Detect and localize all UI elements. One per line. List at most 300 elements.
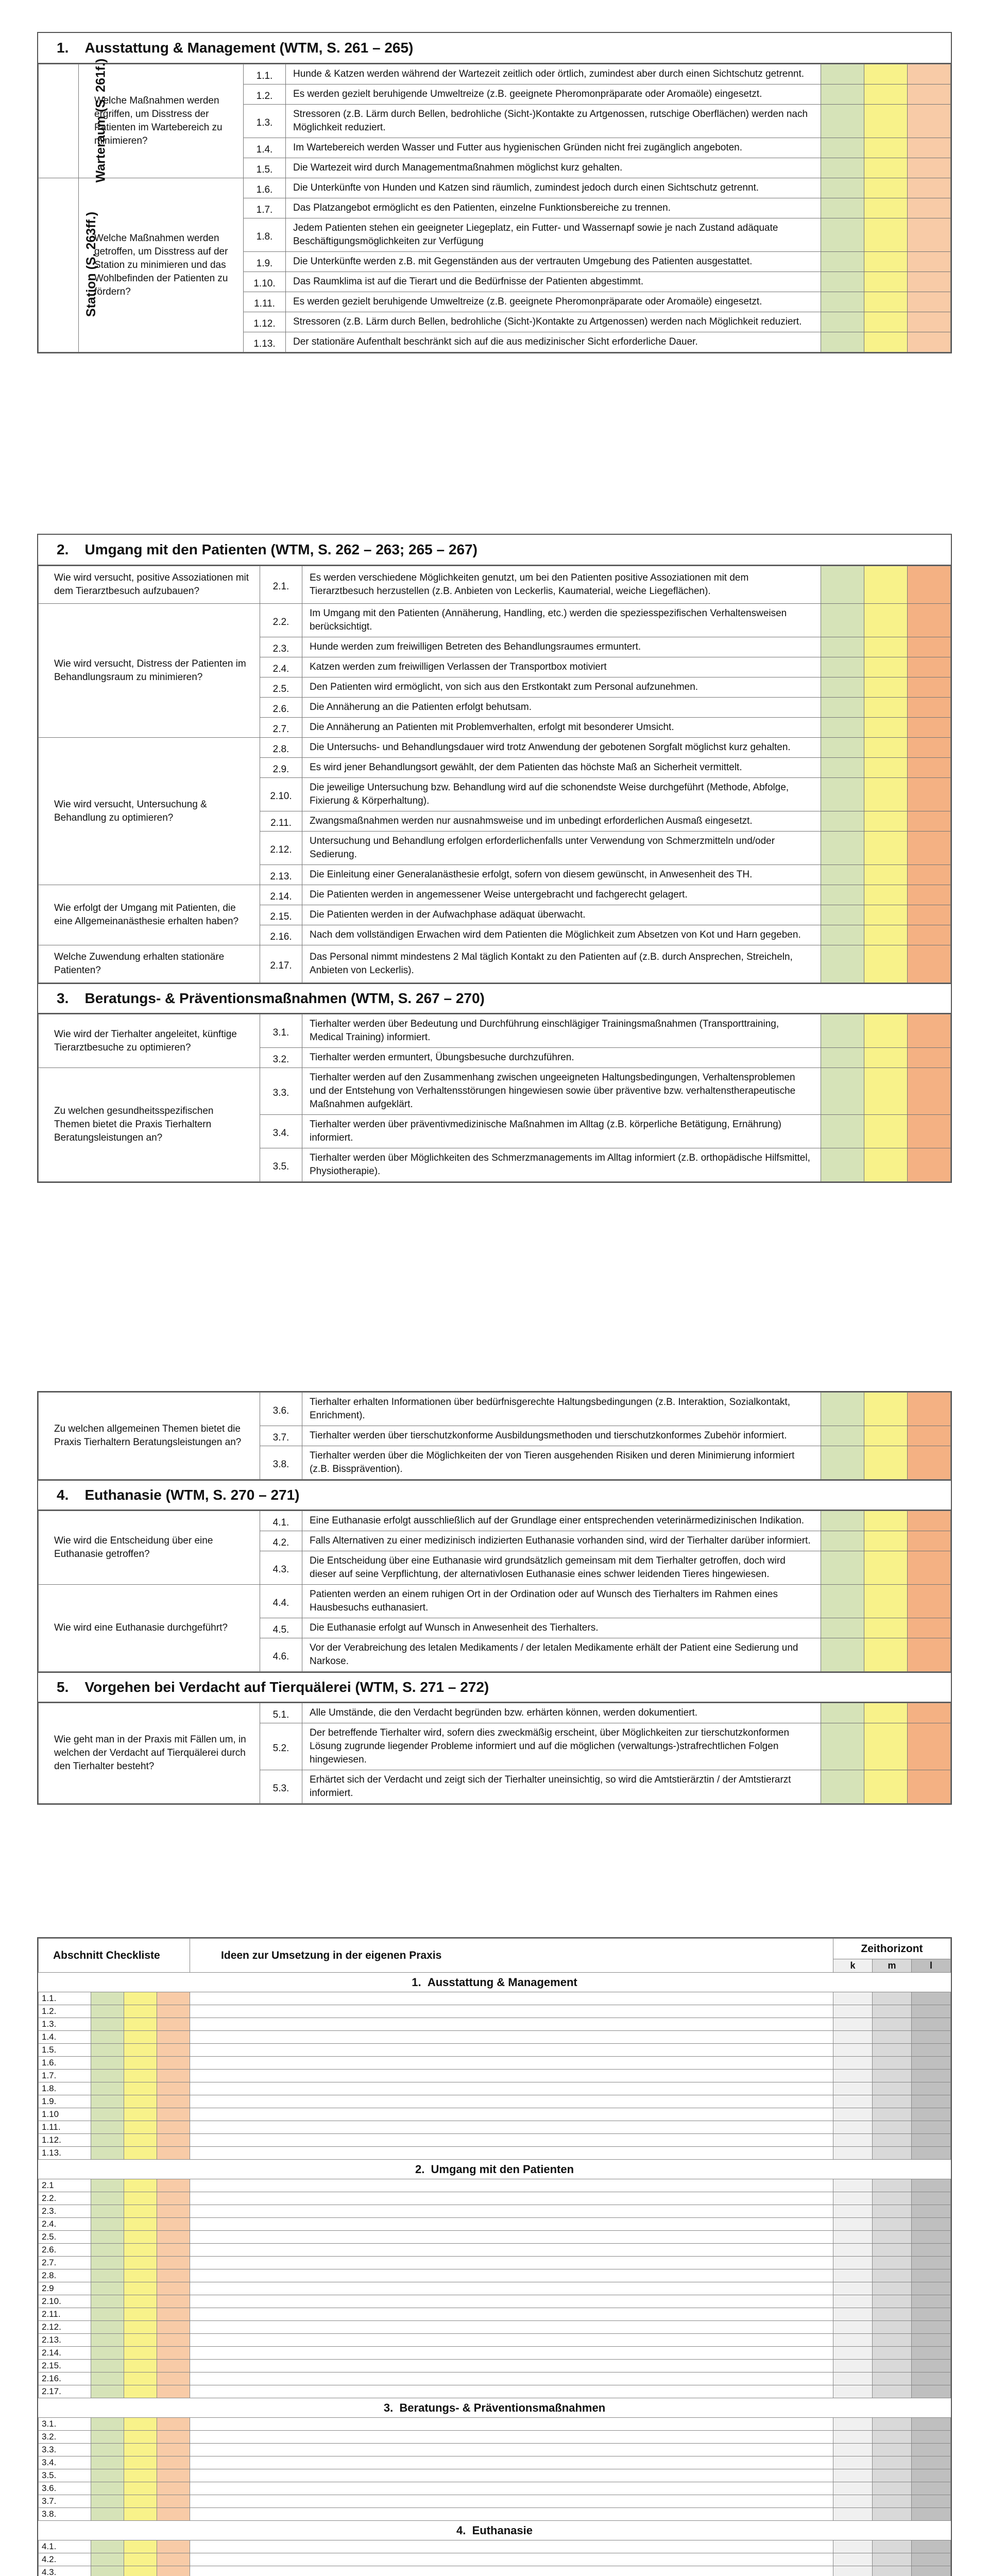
rating-yellow-cell[interactable] [864, 178, 908, 198]
planner-idea-cell[interactable] [190, 2070, 833, 2082]
planner-orange-cell[interactable] [157, 2082, 190, 2095]
planner-green-cell[interactable] [91, 2431, 124, 2444]
planner-idea-cell[interactable] [190, 2018, 833, 2031]
rating-orange-cell[interactable] [908, 657, 951, 677]
rating-orange-cell[interactable] [908, 218, 951, 252]
planner-m-cell[interactable] [872, 2218, 911, 2231]
planner-idea-cell[interactable] [190, 2540, 833, 2553]
planner-l-cell[interactable] [911, 2005, 950, 2018]
planner-m-cell[interactable] [872, 2566, 911, 2576]
planner-l-cell[interactable] [911, 2231, 950, 2244]
planner-green-cell[interactable] [91, 2044, 124, 2057]
planner-m-cell[interactable] [872, 2082, 911, 2095]
rating-yellow-cell[interactable] [864, 905, 908, 925]
rating-yellow-cell[interactable] [864, 1115, 908, 1148]
rating-orange-cell[interactable] [908, 138, 951, 158]
planner-orange-cell[interactable] [157, 2308, 190, 2321]
planner-orange-cell[interactable] [157, 2057, 190, 2070]
planner-yellow-cell[interactable] [124, 2205, 157, 2218]
planner-green-cell[interactable] [91, 2360, 124, 2372]
rating-green-cell[interactable] [821, 925, 864, 945]
planner-green-cell[interactable] [91, 2372, 124, 2385]
planner-yellow-cell[interactable] [124, 2566, 157, 2576]
planner-idea-cell[interactable] [190, 2418, 833, 2431]
planner-l-cell[interactable] [911, 2192, 950, 2205]
planner-green-cell[interactable] [91, 2134, 124, 2147]
planner-idea-cell[interactable] [190, 2444, 833, 2456]
planner-yellow-cell[interactable] [124, 2121, 157, 2134]
planner-yellow-cell[interactable] [124, 2082, 157, 2095]
rating-yellow-cell[interactable] [864, 1048, 908, 1068]
planner-orange-cell[interactable] [157, 2431, 190, 2444]
planner-idea-cell[interactable] [190, 2508, 833, 2521]
rating-orange-cell[interactable] [908, 778, 951, 811]
planner-orange-cell[interactable] [157, 2231, 190, 2244]
planner-l-cell[interactable] [911, 2469, 950, 2482]
planner-k-cell[interactable] [833, 2244, 872, 2257]
planner-yellow-cell[interactable] [124, 2282, 157, 2295]
planner-green-cell[interactable] [91, 2444, 124, 2456]
planner-yellow-cell[interactable] [124, 2495, 157, 2508]
planner-yellow-cell[interactable] [124, 2192, 157, 2205]
planner-orange-cell[interactable] [157, 2456, 190, 2469]
rating-green-cell[interactable] [821, 1068, 864, 1115]
rating-yellow-cell[interactable] [864, 332, 908, 352]
planner-idea-cell[interactable] [190, 2347, 833, 2360]
planner-idea-cell[interactable] [190, 2218, 833, 2231]
planner-l-cell[interactable] [911, 2108, 950, 2121]
planner-k-cell[interactable] [833, 2147, 872, 2160]
rating-yellow-cell[interactable] [864, 1618, 908, 1638]
planner-k-cell[interactable] [833, 2295, 872, 2308]
rating-green-cell[interactable] [821, 566, 864, 604]
planner-idea-cell[interactable] [190, 2147, 833, 2160]
planner-yellow-cell[interactable] [124, 2385, 157, 2398]
rating-orange-cell[interactable] [908, 1703, 951, 1723]
rating-green-cell[interactable] [821, 738, 864, 758]
planner-green-cell[interactable] [91, 2057, 124, 2070]
planner-yellow-cell[interactable] [124, 2444, 157, 2456]
planner-orange-cell[interactable] [157, 2482, 190, 2495]
planner-l-cell[interactable] [911, 2482, 950, 2495]
rating-orange-cell[interactable] [908, 198, 951, 218]
rating-yellow-cell[interactable] [864, 84, 908, 105]
planner-yellow-cell[interactable] [124, 2418, 157, 2431]
planner-k-cell[interactable] [833, 2372, 872, 2385]
planner-yellow-cell[interactable] [124, 2508, 157, 2521]
planner-green-cell[interactable] [91, 2540, 124, 2553]
rating-yellow-cell[interactable] [864, 1638, 908, 1672]
planner-m-cell[interactable] [872, 2031, 911, 2044]
rating-orange-cell[interactable] [908, 1426, 951, 1446]
planner-orange-cell[interactable] [157, 1992, 190, 2005]
rating-orange-cell[interactable] [908, 677, 951, 698]
rating-orange-cell[interactable] [908, 1723, 951, 1770]
planner-k-cell[interactable] [833, 2134, 872, 2147]
planner-k-cell[interactable] [833, 2205, 872, 2218]
planner-yellow-cell[interactable] [124, 2295, 157, 2308]
planner-idea-cell[interactable] [190, 2192, 833, 2205]
planner-m-cell[interactable] [872, 2321, 911, 2334]
planner-orange-cell[interactable] [157, 2469, 190, 2482]
rating-orange-cell[interactable] [908, 312, 951, 332]
planner-k-cell[interactable] [833, 2360, 872, 2372]
planner-l-cell[interactable] [911, 2321, 950, 2334]
planner-yellow-cell[interactable] [124, 2482, 157, 2495]
planner-k-cell[interactable] [833, 2231, 872, 2244]
planner-green-cell[interactable] [91, 2082, 124, 2095]
planner-orange-cell[interactable] [157, 2134, 190, 2147]
planner-green-cell[interactable] [91, 2269, 124, 2282]
rating-orange-cell[interactable] [908, 1068, 951, 1115]
rating-green-cell[interactable] [821, 178, 864, 198]
rating-orange-cell[interactable] [908, 1014, 951, 1048]
planner-k-cell[interactable] [833, 2282, 872, 2295]
planner-l-cell[interactable] [911, 2044, 950, 2057]
rating-orange-cell[interactable] [908, 698, 951, 718]
planner-k-cell[interactable] [833, 2431, 872, 2444]
planner-m-cell[interactable] [872, 2334, 911, 2347]
planner-m-cell[interactable] [872, 2205, 911, 2218]
rating-orange-cell[interactable] [908, 292, 951, 312]
planner-idea-cell[interactable] [190, 2244, 833, 2257]
rating-yellow-cell[interactable] [864, 925, 908, 945]
planner-yellow-cell[interactable] [124, 2244, 157, 2257]
planner-idea-cell[interactable] [190, 2205, 833, 2218]
planner-idea-cell[interactable] [190, 2566, 833, 2576]
planner-k-cell[interactable] [833, 2044, 872, 2057]
rating-yellow-cell[interactable] [864, 698, 908, 718]
planner-idea-cell[interactable] [190, 2334, 833, 2347]
rating-green-cell[interactable] [821, 1446, 864, 1480]
rating-yellow-cell[interactable] [864, 1446, 908, 1480]
rating-green-cell[interactable] [821, 1551, 864, 1585]
rating-orange-cell[interactable] [908, 1511, 951, 1531]
rating-yellow-cell[interactable] [864, 718, 908, 738]
rating-green-cell[interactable] [821, 1723, 864, 1770]
rating-yellow-cell[interactable] [864, 1393, 908, 1426]
planner-orange-cell[interactable] [157, 2257, 190, 2269]
rating-green-cell[interactable] [821, 312, 864, 332]
rating-yellow-cell[interactable] [864, 677, 908, 698]
planner-l-cell[interactable] [911, 2553, 950, 2566]
rating-yellow-cell[interactable] [864, 1511, 908, 1531]
rating-orange-cell[interactable] [908, 905, 951, 925]
planner-l-cell[interactable] [911, 2334, 950, 2347]
planner-k-cell[interactable] [833, 2418, 872, 2431]
rating-green-cell[interactable] [821, 1638, 864, 1672]
rating-green-cell[interactable] [821, 198, 864, 218]
rating-yellow-cell[interactable] [864, 105, 908, 138]
planner-idea-cell[interactable] [190, 2082, 833, 2095]
planner-k-cell[interactable] [833, 2540, 872, 2553]
planner-idea-cell[interactable] [190, 2456, 833, 2469]
planner-yellow-cell[interactable] [124, 2269, 157, 2282]
planner-green-cell[interactable] [91, 2282, 124, 2295]
rating-orange-cell[interactable] [908, 1115, 951, 1148]
planner-green-cell[interactable] [91, 2095, 124, 2108]
planner-green-cell[interactable] [91, 2566, 124, 2576]
planner-l-cell[interactable] [911, 2431, 950, 2444]
planner-m-cell[interactable] [872, 2372, 911, 2385]
planner-m-cell[interactable] [872, 2456, 911, 2469]
planner-l-cell[interactable] [911, 2134, 950, 2147]
planner-l-cell[interactable] [911, 2566, 950, 2576]
rating-green-cell[interactable] [821, 272, 864, 292]
rating-orange-cell[interactable] [908, 1393, 951, 1426]
planner-green-cell[interactable] [91, 2018, 124, 2031]
planner-m-cell[interactable] [872, 2257, 911, 2269]
planner-m-cell[interactable] [872, 2057, 911, 2070]
rating-green-cell[interactable] [821, 1115, 864, 1148]
planner-orange-cell[interactable] [157, 2031, 190, 2044]
planner-k-cell[interactable] [833, 2218, 872, 2231]
rating-orange-cell[interactable] [908, 566, 951, 604]
planner-idea-cell[interactable] [190, 2308, 833, 2321]
planner-m-cell[interactable] [872, 2005, 911, 2018]
planner-green-cell[interactable] [91, 2205, 124, 2218]
planner-idea-cell[interactable] [190, 2282, 833, 2295]
planner-orange-cell[interactable] [157, 2444, 190, 2456]
rating-orange-cell[interactable] [908, 1618, 951, 1638]
rating-orange-cell[interactable] [908, 272, 951, 292]
rating-yellow-cell[interactable] [864, 811, 908, 832]
rating-yellow-cell[interactable] [864, 64, 908, 84]
rating-green-cell[interactable] [821, 1048, 864, 1068]
rating-green-cell[interactable] [821, 718, 864, 738]
planner-orange-cell[interactable] [157, 2347, 190, 2360]
planner-green-cell[interactable] [91, 2495, 124, 2508]
rating-orange-cell[interactable] [908, 105, 951, 138]
planner-idea-cell[interactable] [190, 2269, 833, 2282]
planner-orange-cell[interactable] [157, 2566, 190, 2576]
planner-orange-cell[interactable] [157, 2005, 190, 2018]
planner-m-cell[interactable] [872, 2360, 911, 2372]
planner-yellow-cell[interactable] [124, 2469, 157, 2482]
planner-m-cell[interactable] [872, 2482, 911, 2495]
planner-k-cell[interactable] [833, 2308, 872, 2321]
planner-green-cell[interactable] [91, 2334, 124, 2347]
planner-m-cell[interactable] [872, 2508, 911, 2521]
planner-orange-cell[interactable] [157, 2095, 190, 2108]
planner-k-cell[interactable] [833, 2082, 872, 2095]
planner-l-cell[interactable] [911, 2018, 950, 2031]
planner-orange-cell[interactable] [157, 2108, 190, 2121]
planner-l-cell[interactable] [911, 2121, 950, 2134]
rating-yellow-cell[interactable] [864, 138, 908, 158]
planner-green-cell[interactable] [91, 2469, 124, 2482]
rating-orange-cell[interactable] [908, 945, 951, 983]
planner-yellow-cell[interactable] [124, 2031, 157, 2044]
planner-m-cell[interactable] [872, 2431, 911, 2444]
rating-green-cell[interactable] [821, 332, 864, 352]
planner-k-cell[interactable] [833, 2321, 872, 2334]
planner-green-cell[interactable] [91, 2347, 124, 2360]
planner-green-cell[interactable] [91, 2218, 124, 2231]
planner-k-cell[interactable] [833, 2508, 872, 2521]
planner-idea-cell[interactable] [190, 2179, 833, 2192]
rating-orange-cell[interactable] [908, 1638, 951, 1672]
planner-yellow-cell[interactable] [124, 2095, 157, 2108]
planner-idea-cell[interactable] [190, 2095, 833, 2108]
planner-orange-cell[interactable] [157, 2147, 190, 2160]
planner-k-cell[interactable] [833, 2566, 872, 2576]
planner-l-cell[interactable] [911, 2082, 950, 2095]
planner-orange-cell[interactable] [157, 2495, 190, 2508]
planner-yellow-cell[interactable] [124, 2347, 157, 2360]
planner-l-cell[interactable] [911, 2295, 950, 2308]
rating-green-cell[interactable] [821, 64, 864, 84]
planner-k-cell[interactable] [833, 2469, 872, 2482]
planner-green-cell[interactable] [91, 2031, 124, 2044]
planner-l-cell[interactable] [911, 1992, 950, 2005]
planner-green-cell[interactable] [91, 2005, 124, 2018]
planner-k-cell[interactable] [833, 2179, 872, 2192]
planner-orange-cell[interactable] [157, 2044, 190, 2057]
rating-green-cell[interactable] [821, 637, 864, 657]
planner-m-cell[interactable] [872, 2108, 911, 2121]
rating-yellow-cell[interactable] [864, 158, 908, 178]
planner-green-cell[interactable] [91, 2192, 124, 2205]
planner-k-cell[interactable] [833, 1992, 872, 2005]
planner-l-cell[interactable] [911, 2179, 950, 2192]
planner-l-cell[interactable] [911, 2282, 950, 2295]
planner-m-cell[interactable] [872, 2469, 911, 2482]
rating-green-cell[interactable] [821, 1426, 864, 1446]
planner-idea-cell[interactable] [190, 2321, 833, 2334]
rating-yellow-cell[interactable] [864, 945, 908, 983]
planner-orange-cell[interactable] [157, 2244, 190, 2257]
planner-orange-cell[interactable] [157, 2282, 190, 2295]
planner-l-cell[interactable] [911, 2444, 950, 2456]
rating-green-cell[interactable] [821, 252, 864, 272]
planner-l-cell[interactable] [911, 2205, 950, 2218]
rating-green-cell[interactable] [821, 677, 864, 698]
planner-m-cell[interactable] [872, 2282, 911, 2295]
planner-idea-cell[interactable] [190, 2372, 833, 2385]
planner-yellow-cell[interactable] [124, 2108, 157, 2121]
rating-yellow-cell[interactable] [864, 292, 908, 312]
planner-m-cell[interactable] [872, 1992, 911, 2005]
planner-orange-cell[interactable] [157, 2360, 190, 2372]
planner-m-cell[interactable] [872, 2231, 911, 2244]
rating-yellow-cell[interactable] [864, 1531, 908, 1551]
planner-k-cell[interactable] [833, 2482, 872, 2495]
rating-orange-cell[interactable] [908, 332, 951, 352]
planner-idea-cell[interactable] [190, 2257, 833, 2269]
planner-idea-cell[interactable] [190, 2031, 833, 2044]
rating-orange-cell[interactable] [908, 1148, 951, 1182]
planner-k-cell[interactable] [833, 2495, 872, 2508]
planner-k-cell[interactable] [833, 2269, 872, 2282]
rating-orange-cell[interactable] [908, 1446, 951, 1480]
planner-m-cell[interactable] [872, 2121, 911, 2134]
planner-yellow-cell[interactable] [124, 2044, 157, 2057]
planner-idea-cell[interactable] [190, 2044, 833, 2057]
rating-green-cell[interactable] [821, 885, 864, 905]
planner-k-cell[interactable] [833, 2192, 872, 2205]
planner-idea-cell[interactable] [190, 2553, 833, 2566]
rating-green-cell[interactable] [821, 1703, 864, 1723]
planner-orange-cell[interactable] [157, 2205, 190, 2218]
rating-green-cell[interactable] [821, 1393, 864, 1426]
rating-green-cell[interactable] [821, 158, 864, 178]
planner-l-cell[interactable] [911, 2147, 950, 2160]
planner-idea-cell[interactable] [190, 2482, 833, 2495]
planner-orange-cell[interactable] [157, 2540, 190, 2553]
planner-l-cell[interactable] [911, 2508, 950, 2521]
planner-yellow-cell[interactable] [124, 2321, 157, 2334]
planner-k-cell[interactable] [833, 2070, 872, 2082]
rating-green-cell[interactable] [821, 292, 864, 312]
planner-l-cell[interactable] [911, 2244, 950, 2257]
rating-yellow-cell[interactable] [864, 738, 908, 758]
rating-yellow-cell[interactable] [864, 637, 908, 657]
planner-green-cell[interactable] [91, 2508, 124, 2521]
planner-green-cell[interactable] [91, 2308, 124, 2321]
planner-m-cell[interactable] [872, 2295, 911, 2308]
planner-yellow-cell[interactable] [124, 2134, 157, 2147]
rating-orange-cell[interactable] [908, 252, 951, 272]
planner-l-cell[interactable] [911, 2218, 950, 2231]
planner-l-cell[interactable] [911, 2456, 950, 2469]
planner-yellow-cell[interactable] [124, 2553, 157, 2566]
rating-orange-cell[interactable] [908, 885, 951, 905]
planner-idea-cell[interactable] [190, 2231, 833, 2244]
rating-green-cell[interactable] [821, 1585, 864, 1618]
planner-yellow-cell[interactable] [124, 2218, 157, 2231]
planner-yellow-cell[interactable] [124, 2018, 157, 2031]
planner-idea-cell[interactable] [190, 2385, 833, 2398]
rating-green-cell[interactable] [821, 84, 864, 105]
rating-orange-cell[interactable] [908, 811, 951, 832]
planner-yellow-cell[interactable] [124, 1992, 157, 2005]
rating-orange-cell[interactable] [908, 1048, 951, 1068]
planner-m-cell[interactable] [872, 2418, 911, 2431]
rating-yellow-cell[interactable] [864, 566, 908, 604]
rating-yellow-cell[interactable] [864, 865, 908, 885]
planner-orange-cell[interactable] [157, 2372, 190, 2385]
planner-k-cell[interactable] [833, 2385, 872, 2398]
planner-k-cell[interactable] [833, 2456, 872, 2469]
planner-idea-cell[interactable] [190, 2431, 833, 2444]
rating-orange-cell[interactable] [908, 865, 951, 885]
rating-green-cell[interactable] [821, 778, 864, 811]
planner-green-cell[interactable] [91, 2295, 124, 2308]
planner-m-cell[interactable] [872, 2540, 911, 2553]
rating-green-cell[interactable] [821, 1531, 864, 1551]
rating-green-cell[interactable] [821, 1618, 864, 1638]
planner-idea-cell[interactable] [190, 2134, 833, 2147]
planner-l-cell[interactable] [911, 2095, 950, 2108]
rating-orange-cell[interactable] [908, 1531, 951, 1551]
rating-green-cell[interactable] [821, 657, 864, 677]
rating-green-cell[interactable] [821, 698, 864, 718]
planner-m-cell[interactable] [872, 2179, 911, 2192]
planner-green-cell[interactable] [91, 2179, 124, 2192]
planner-yellow-cell[interactable] [124, 2456, 157, 2469]
planner-yellow-cell[interactable] [124, 2147, 157, 2160]
planner-k-cell[interactable] [833, 2347, 872, 2360]
planner-idea-cell[interactable] [190, 2005, 833, 2018]
planner-orange-cell[interactable] [157, 2269, 190, 2282]
rating-orange-cell[interactable] [908, 604, 951, 637]
rating-green-cell[interactable] [821, 945, 864, 983]
rating-green-cell[interactable] [821, 865, 864, 885]
rating-yellow-cell[interactable] [864, 1426, 908, 1446]
rating-green-cell[interactable] [821, 1148, 864, 1182]
planner-orange-cell[interactable] [157, 2321, 190, 2334]
